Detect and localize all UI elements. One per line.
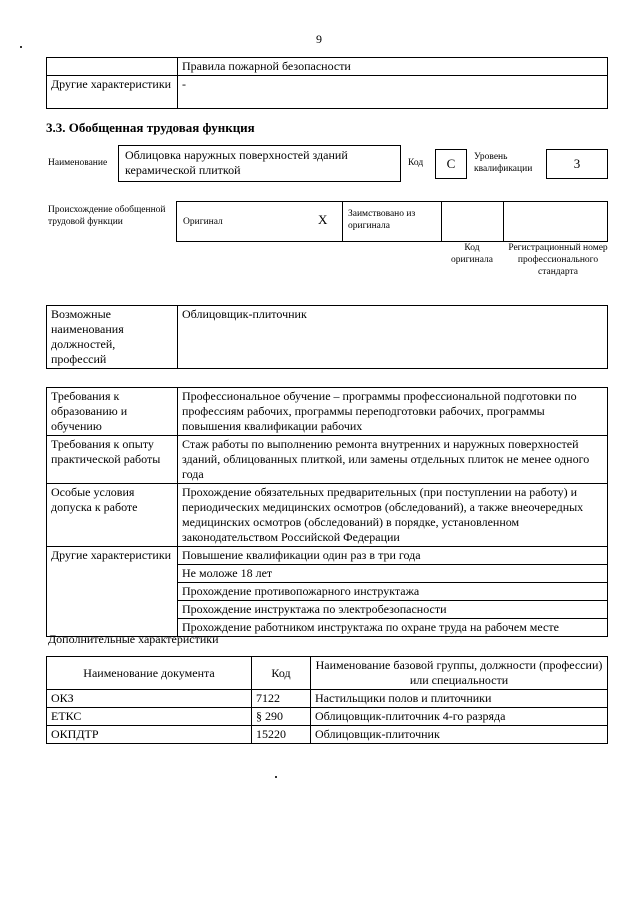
req-row-special-conditions xyxy=(47,484,608,547)
req-value: Прохождение обязательных предварительных (при поступлении на работу) и периодических медицинских осмотров (обследований), а также внеочередных медицинских осмотров (обследований) в порядке, установленном законодательством Российской Федерации xyxy=(178,484,608,547)
other-characteristics-value: - xyxy=(178,76,608,109)
origin-borrowed: Заимствовано из оригинала xyxy=(348,209,416,231)
gtf-code-box xyxy=(435,149,467,179)
req-row-experience xyxy=(47,436,608,484)
additional-table xyxy=(46,656,608,744)
req-value: Прохождение работником инструктажа по охране труда на рабочем месте xyxy=(178,619,608,637)
group-cell: Настильщики полов и плиточники xyxy=(311,690,608,708)
header-doc: Наименование документа xyxy=(47,657,252,690)
req-label: Особые условия допуска к работе xyxy=(47,484,178,547)
doc-cell: ОКПДТР xyxy=(47,726,252,744)
req-value: Стаж работы по выполнению ремонта внутренних и наружных поверхностей зданий, облицованных плиткой, или замены отдельных плиток не менее одного года xyxy=(178,436,608,484)
gtf-name-value: Облицовка наружных поверхностей зданий керамической плиткой xyxy=(125,148,348,177)
top-table xyxy=(46,57,608,109)
gtf-level-value: 3 xyxy=(573,156,581,171)
gtf-code-label: Код xyxy=(408,158,424,168)
origin-mark: X xyxy=(318,212,328,227)
group-cell: Облицовщик-плиточник xyxy=(311,726,608,744)
code-cell: 7122 xyxy=(252,690,311,708)
req-value: Не моложе 18 лет xyxy=(178,565,608,583)
requirements-table xyxy=(46,387,608,637)
positions-table xyxy=(46,305,608,369)
req-label: Другие характеристики xyxy=(47,547,178,637)
section-title: 3.3. Обобщенная трудовая функция xyxy=(46,120,255,135)
doc-cell: ЕТКС xyxy=(47,708,252,726)
additional-title: Дополнительные характеристики xyxy=(48,632,219,646)
other-characteristics-label: Другие характеристики xyxy=(47,76,178,109)
gtf-level-label: Уровень квалификации xyxy=(474,152,533,174)
additional-header-row xyxy=(47,657,608,690)
req-label: Требования к опыту практической работы xyxy=(47,436,178,484)
origin-caption-code: Код оригинала xyxy=(451,243,493,265)
req-value: Повышение квалификации один раз в три года xyxy=(178,547,608,565)
req-row-other xyxy=(47,547,608,565)
table-row xyxy=(47,726,608,744)
gtf-level-box xyxy=(546,149,608,179)
req-label: Требования к образованию и обучению xyxy=(47,388,178,436)
group-cell: Облицовщик-плиточник 4-го разряда xyxy=(311,708,608,726)
header-group: Наименование базовой группы, должности (профессии) или специальности xyxy=(311,657,608,690)
positions-value: Облицовщик-плиточник xyxy=(178,306,608,369)
code-cell: § 290 xyxy=(252,708,311,726)
table-row xyxy=(47,690,608,708)
page-number: 9 xyxy=(316,32,322,46)
positions-label: Возможные наименования должностей, профессий xyxy=(47,306,178,369)
code-cell: 15220 xyxy=(252,726,311,744)
origin-caption-reg: Регистрационный номер профессионального стандарта xyxy=(508,243,608,277)
table-row xyxy=(47,708,608,726)
doc-cell: ОКЗ xyxy=(47,690,252,708)
origin-label: Происхождение обобщенной трудовой функции xyxy=(48,205,166,227)
gtf-code-value: С xyxy=(446,156,456,171)
fire-safety-rules: Правила пожарной безопасности xyxy=(178,58,608,76)
gtf-name-box xyxy=(118,145,401,182)
gtf-name-label: Наименование xyxy=(48,158,108,168)
req-value: Прохождение инструктажа по электробезопасности xyxy=(178,601,608,619)
origin-original: Оригинал xyxy=(183,217,223,227)
header-code: Код xyxy=(252,657,311,690)
req-row-education xyxy=(47,388,608,436)
req-value: Профессиональное обучение – программы профессиональной подготовки по профессиям рабочих, программы переподготовки рабочих, программы повышения квалификации рабочих xyxy=(178,388,608,436)
req-value: Прохождение противопожарного инструктажа xyxy=(178,583,608,601)
scan-speck xyxy=(275,776,277,778)
scan-speck xyxy=(20,46,22,48)
